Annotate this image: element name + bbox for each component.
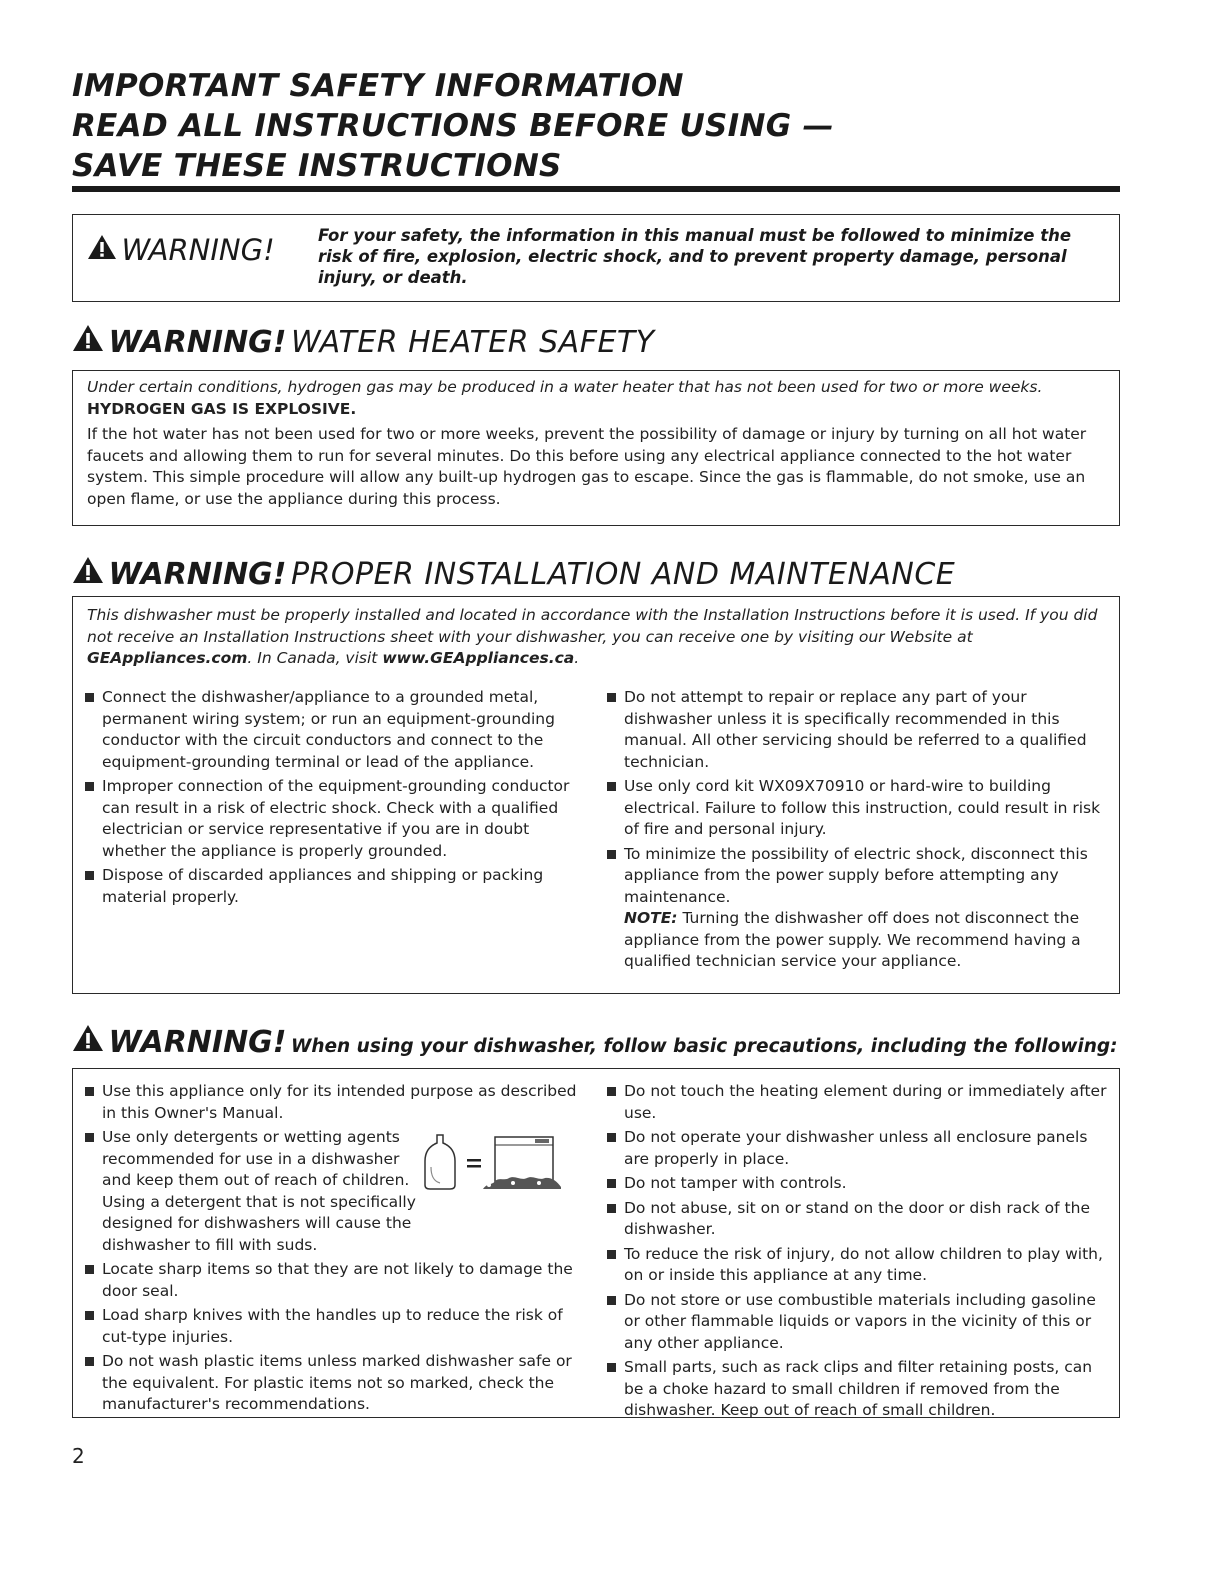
precautions-left-column — [85, 1081, 590, 1419]
precautions-heading — [72, 1024, 1118, 1060]
list-item: Use this appliance only for its intended purpose as described in this Owner's Manual. — [85, 1081, 590, 1124]
warning-triangle-icon — [87, 234, 117, 260]
list-item: Improper connection of the equipment-grounding conductor can result in a risk of electric shock. Check with a qualified electrician or service representative if you are in doubt whether the appliance is properly grounded. — [85, 776, 585, 862]
list-item: To reduce the risk of injury, do not allow children to play with, on or inside this appliance at any time. — [607, 1244, 1112, 1287]
website-canada-link[interactable]: www.GEAppliances.ca — [382, 649, 575, 667]
list-item: Load sharp knives with the handles up to reduce the risk of cut-type injuries. — [85, 1305, 590, 1348]
list-item: Do not tamper with controls. — [607, 1173, 1112, 1195]
installation-heading — [72, 556, 955, 592]
list-item-detergent: Use only detergents or wetting agents recommended for use in a dishwasher and keep them out of reach of children. Using a detergent that is not specifically designed for dishwashers will cause the dishwasher to fill with suds. — [85, 1127, 590, 1256]
square-bullet-icon — [607, 850, 616, 859]
water-heater-intro: Under certain conditions, hydrogen gas may be produced in a water heater that has not been used for two or more weeks. — [87, 378, 1043, 396]
square-bullet-icon — [85, 782, 94, 791]
website-us-link[interactable]: GEAppliances.com — [87, 649, 248, 667]
square-bullet-icon — [607, 1296, 616, 1305]
square-bullet-icon — [607, 693, 616, 702]
list-item: Small parts, such as rack clips and filter retaining posts, can be a choke hazard to small children if removed from the dishwasher. Keep out of reach of small children. — [607, 1357, 1112, 1422]
list-item: Do not store or use combustible materials including gasoline or other flammable liquids or vapors in the vicinity of this or any other appliance. — [607, 1290, 1112, 1355]
list-item: Locate sharp items so that they are not likely to damage the door seal. — [85, 1259, 590, 1302]
water-heater-warning-label: WARNING! — [108, 325, 287, 360]
precautions-title: When using your dishwasher, follow basic precautions, including the following: — [290, 1036, 1118, 1057]
water-heater-title: WATER HEATER SAFETY — [290, 325, 655, 360]
water-heater-emphasis: HYDROGEN GAS IS EXPLOSIVE. — [87, 399, 357, 418]
precautions-right-column — [607, 1081, 1112, 1425]
note-label: NOTE: — [624, 909, 678, 927]
square-bullet-icon — [85, 1357, 94, 1366]
detergent-bottle-icon — [423, 1131, 563, 1191]
square-bullet-icon — [607, 1179, 616, 1188]
square-bullet-icon — [85, 1265, 94, 1274]
title-line-1: IMPORTANT SAFETY INFORMATION — [72, 68, 684, 104]
square-bullet-icon — [607, 1133, 616, 1142]
installation-warning-label: WARNING! — [108, 557, 287, 592]
square-bullet-icon — [85, 1133, 94, 1142]
square-bullet-icon — [85, 1087, 94, 1096]
installation-title: PROPER INSTALLATION AND MAINTENANCE — [290, 557, 956, 592]
general-warning-text: For your safety, the information in this manual must be followed to minimize the risk of fire, explosion, electric shock, and to prevent property damage, personal injury, or death. — [318, 226, 1072, 287]
square-bullet-icon — [607, 1204, 616, 1213]
page-number: 2 — [72, 1444, 85, 1468]
list-item: Dispose of discarded appliances and shipping or packing material properly. — [85, 865, 585, 908]
installation-box — [72, 596, 1120, 994]
square-bullet-icon — [607, 1363, 616, 1372]
installation-intro-b: . In Canada, visit — [247, 649, 383, 667]
title-line-2: READ ALL INSTRUCTIONS BEFORE USING — — [72, 108, 834, 144]
water-heater-box — [72, 370, 1120, 526]
installation-intro-c: . — [574, 649, 580, 667]
square-bullet-icon — [607, 1250, 616, 1259]
installation-intro-a: This dishwasher must be properly installed and located in accordance with the Installation Instructions before it is used. If you did not receive an Installation Instructions sheet with your dishwasher, you can receive one by visiting our Website at — [87, 606, 1098, 646]
square-bullet-icon — [85, 1311, 94, 1320]
list-item: Do not touch the heating element during or immediately after use. — [607, 1081, 1112, 1124]
list-item: Do not wash plastic items unless marked dishwasher safe or the equivalent. For plastic items not so marked, check the manufacturer's recommendations. — [85, 1351, 590, 1416]
page-title — [72, 66, 1152, 186]
square-bullet-icon — [85, 871, 94, 880]
warning-triangle-icon — [72, 324, 104, 352]
note-text: Turning the dishwasher off does not disconnect the appliance from the power supply. We recommend having a qualified technician service your appliance. — [624, 909, 1081, 970]
installation-note — [607, 908, 1107, 973]
precautions-warning-label: WARNING! — [108, 1025, 287, 1060]
list-item: To minimize the possibility of electric shock, disconnect this appliance from the power supply before attempting any maintenance. — [607, 844, 1107, 909]
general-warning-box — [72, 214, 1120, 302]
installation-intro — [87, 605, 1105, 670]
list-item: Do not attempt to repair or replace any part of your dishwasher unless it is specifically recommended in this manual. All other servicing should be referred to a qualified technician. — [607, 687, 1107, 773]
water-heater-heading — [72, 324, 655, 360]
square-bullet-icon — [607, 1087, 616, 1096]
title-divider — [72, 186, 1120, 192]
list-item: Use only cord kit WX09X70910 or hard-wire to building electrical. Failure to follow this instruction, could result in risk of fire and personal injury. — [607, 776, 1107, 841]
square-bullet-icon — [85, 693, 94, 702]
square-bullet-icon — [607, 782, 616, 791]
installation-left-column — [85, 687, 585, 911]
warning-triangle-icon — [72, 556, 104, 584]
list-item: Do not abuse, sit on or stand on the door or dish rack of the dishwasher. — [607, 1198, 1112, 1241]
general-warning-lead — [87, 233, 275, 267]
water-heater-content — [87, 377, 1105, 510]
warning-triangle-icon — [72, 1024, 104, 1052]
list-item: Connect the dishwasher/appliance to a grounded metal, permanent wiring system; or run an equipment-grounding conductor with the circuit conductors and connect to the equipment-grounding terminal or lead of the appliance. — [85, 687, 585, 773]
list-item: Do not operate your dishwasher unless all enclosure panels are properly in place. — [607, 1127, 1112, 1170]
general-warning-label: WARNING! — [121, 233, 275, 267]
water-heater-body: If the hot water has not been used for two or more weeks, prevent the possibility of damage or injury by turning on all hot water faucets and allowing them to run for several minutes. Do this before using any electrical appliance connected to the hot water system. This simple procedure will allow any built-up hydrogen gas to escape. Since the gas is flammable, do not smoke, use an open flame, or use the appliance during this process. — [87, 425, 1087, 508]
precautions-box — [72, 1068, 1120, 1418]
title-line-3: SAVE THESE INSTRUCTIONS — [72, 148, 562, 184]
installation-right-column — [607, 687, 1107, 973]
